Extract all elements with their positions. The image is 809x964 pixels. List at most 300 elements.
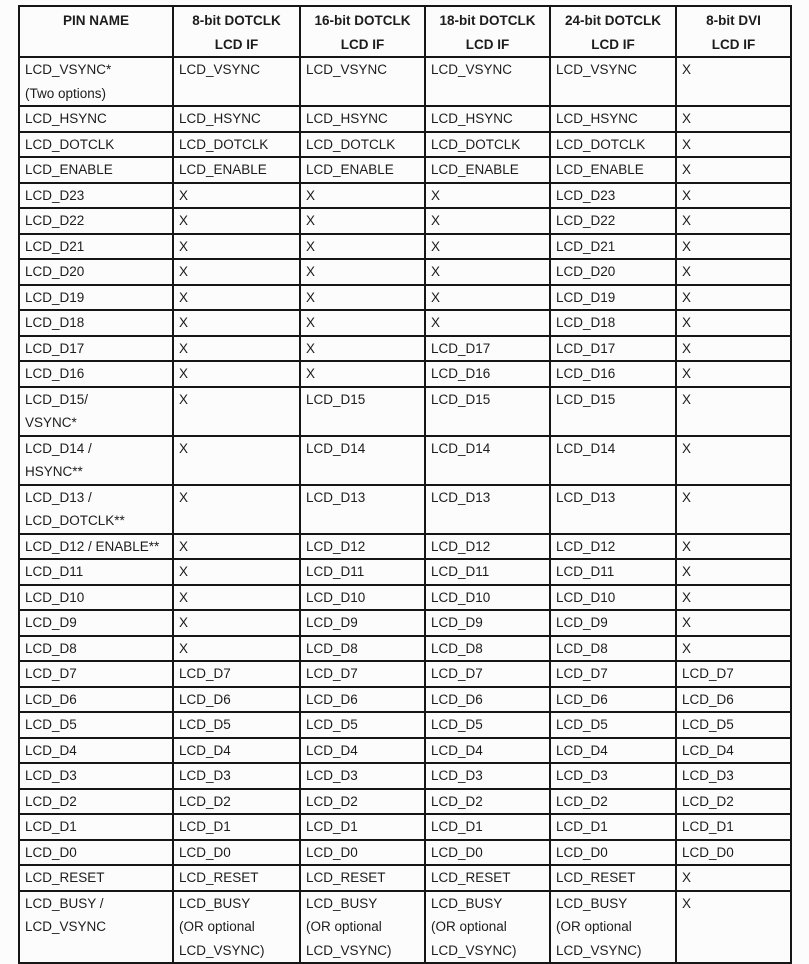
signal-text: LCD_D6 xyxy=(431,691,483,707)
signal-cell xyxy=(173,661,300,687)
signal-cell xyxy=(300,336,425,362)
pin-name-cell xyxy=(19,712,173,738)
signal-text: X xyxy=(682,538,692,554)
signal-text: X xyxy=(682,289,692,305)
signal-text: LCD_D12 xyxy=(431,538,491,554)
signal-cell xyxy=(425,310,550,336)
signal-cell xyxy=(425,106,550,132)
pin-name-text: HSYNC** xyxy=(25,464,83,479)
table-row xyxy=(19,687,791,713)
signal-text: X xyxy=(179,238,189,254)
signal-text: LCD_D10 xyxy=(431,589,491,605)
signal-cell xyxy=(676,738,791,764)
pin-name-text: LCD_DOTCLK xyxy=(25,136,115,152)
signal-text: LCD_D1 xyxy=(682,819,734,834)
signal-text: LCD_D8 xyxy=(431,640,483,656)
pin-name-cell xyxy=(19,738,173,764)
signal-cell xyxy=(300,661,425,687)
signal-cell xyxy=(300,234,425,260)
signal-text: X xyxy=(682,264,692,279)
signal-cell xyxy=(300,183,425,209)
header-cell xyxy=(550,6,676,57)
pin-name-text: LCD_D7 xyxy=(25,666,77,681)
signal-text: X xyxy=(179,589,189,605)
signal-cell xyxy=(300,763,425,789)
signal-cell xyxy=(173,712,300,738)
signal-cell xyxy=(550,559,676,585)
table-row xyxy=(19,387,791,436)
signal-cell xyxy=(173,208,300,234)
signal-text: LCD_D1 xyxy=(306,819,358,834)
signal-cell xyxy=(550,840,676,866)
signal-cell xyxy=(550,183,676,209)
signal-cell xyxy=(173,387,300,436)
signal-cell xyxy=(676,485,791,534)
pin-name-text: LCD_HSYNC xyxy=(25,111,107,126)
signal-cell xyxy=(173,310,300,336)
signal-cell xyxy=(676,208,791,234)
header-text: PIN NAME xyxy=(62,13,129,28)
signal-cell xyxy=(676,840,791,866)
signal-cell xyxy=(550,387,676,436)
table-row xyxy=(19,840,791,866)
signal-cell xyxy=(676,789,791,815)
signal-text: LCD_D3 xyxy=(179,768,231,783)
pin-name-text: LCD_D10 xyxy=(25,589,85,605)
signal-text: LCD_ENABLE xyxy=(179,162,267,177)
pin-name-cell xyxy=(19,285,173,311)
signal-cell xyxy=(425,132,550,158)
pin-name-text: (Two options) xyxy=(25,85,107,101)
signal-cell xyxy=(425,610,550,636)
pin-name-text: LCD_D15/ xyxy=(25,391,89,407)
signal-text: X xyxy=(179,264,189,279)
signal-text: LCD_D19 xyxy=(556,289,616,305)
signal-cell xyxy=(425,559,550,585)
table-row xyxy=(19,789,791,815)
signal-text: LCD_D14 xyxy=(306,440,366,456)
table-row xyxy=(19,436,791,485)
signal-cell xyxy=(173,840,300,866)
signal-cell xyxy=(425,208,550,234)
signal-cell xyxy=(550,157,676,183)
signal-text: LCD_D21 xyxy=(556,238,616,254)
signal-text: LCD_VSYNC) xyxy=(431,942,517,958)
pin-name-cell xyxy=(19,57,173,106)
signal-cell xyxy=(550,661,676,687)
signal-text: LCD_D2 xyxy=(682,793,734,809)
signal-cell xyxy=(173,814,300,840)
signal-text: LCD_D10 xyxy=(306,589,366,605)
signal-cell xyxy=(425,814,550,840)
signal-text: X xyxy=(306,238,316,254)
table-row xyxy=(19,157,791,183)
signal-text: X xyxy=(179,289,189,305)
signal-cell xyxy=(173,865,300,891)
signal-text: LCD_D8 xyxy=(306,640,358,656)
header-text: LCD IF xyxy=(214,36,259,52)
signal-cell xyxy=(425,661,550,687)
table-row xyxy=(19,891,791,964)
pin-name-cell xyxy=(19,485,173,534)
signal-text: X xyxy=(179,640,189,656)
signal-text: LCD_D0 xyxy=(556,844,608,860)
signal-text: X xyxy=(682,213,692,228)
pin-name-text: LCD_D17 xyxy=(25,340,85,356)
header-text: 16-bit DOTCLK xyxy=(314,13,411,28)
signal-cell xyxy=(300,559,425,585)
signal-text: LCD_VSYNC) xyxy=(179,942,265,958)
signal-text: LCD_DOTCLK xyxy=(556,136,646,152)
signal-text: LCD_D6 xyxy=(179,691,231,707)
signal-text: LCD_D14 xyxy=(556,440,616,456)
signal-cell xyxy=(173,183,300,209)
signal-text: X xyxy=(306,289,316,305)
signal-cell xyxy=(425,712,550,738)
signal-text: X xyxy=(306,264,316,279)
signal-cell xyxy=(550,208,676,234)
signal-text: X xyxy=(431,315,441,330)
signal-text: LCD_VSYNC xyxy=(179,62,261,77)
signal-text: LCD_D2 xyxy=(556,793,608,809)
table-row xyxy=(19,234,791,260)
pin-name-text: LCD_D6 xyxy=(25,691,77,707)
signal-cell xyxy=(300,865,425,891)
signal-text: LCD_D8 xyxy=(556,640,608,656)
signal-cell xyxy=(425,585,550,611)
signal-cell xyxy=(550,234,676,260)
signal-cell xyxy=(300,687,425,713)
signal-text: LCD_D9 xyxy=(556,615,608,630)
signal-text: LCD_VSYNC) xyxy=(556,942,642,958)
signal-cell xyxy=(425,763,550,789)
signal-cell xyxy=(676,534,791,560)
pin-name-text: LCD_D21 xyxy=(25,238,85,254)
signal-text: X xyxy=(682,238,692,254)
signal-text: X xyxy=(306,366,316,381)
pin-name-text: LCD_DOTCLK** xyxy=(25,513,125,528)
signal-cell xyxy=(676,183,791,209)
signal-text: X xyxy=(682,440,692,456)
signal-cell xyxy=(173,157,300,183)
signal-text: LCD_ENABLE xyxy=(556,162,644,177)
table-row xyxy=(19,585,791,611)
pin-name-cell xyxy=(19,259,173,285)
pin-name-cell xyxy=(19,534,173,560)
signal-text: (OR optional xyxy=(556,919,632,934)
signal-text: X xyxy=(682,187,692,203)
pin-name-text: LCD_D5 xyxy=(25,717,77,732)
table-row xyxy=(19,661,791,687)
table-row xyxy=(19,259,791,285)
signal-cell xyxy=(300,436,425,485)
signal-text: X xyxy=(682,895,692,911)
signal-text: (OR optional xyxy=(431,919,507,934)
table-row xyxy=(19,814,791,840)
signal-cell xyxy=(676,559,791,585)
signal-text: LCD_D16 xyxy=(431,366,491,381)
signal-cell xyxy=(676,814,791,840)
table-row xyxy=(19,208,791,234)
signal-cell xyxy=(550,687,676,713)
signal-text: LCD_D7 xyxy=(306,666,358,681)
signal-cell xyxy=(425,738,550,764)
signal-cell xyxy=(550,763,676,789)
header-text: LCD IF xyxy=(711,36,756,52)
signal-cell xyxy=(173,132,300,158)
pin-name-cell xyxy=(19,208,173,234)
pin-name-cell xyxy=(19,789,173,815)
signal-text: LCD_D4 xyxy=(556,742,608,758)
signal-cell xyxy=(550,361,676,387)
signal-cell xyxy=(676,610,791,636)
signal-text: LCD_RESET xyxy=(179,870,259,885)
signal-cell xyxy=(550,336,676,362)
header-cell xyxy=(19,6,173,57)
signal-cell xyxy=(676,436,791,485)
header-text: 8-bit DOTCLK xyxy=(192,13,281,28)
table-row xyxy=(19,865,791,891)
signal-text: LCD_D1 xyxy=(556,819,608,834)
signal-cell xyxy=(173,687,300,713)
signal-cell xyxy=(550,610,676,636)
pin-name-text: LCD_D12 / ENABLE** xyxy=(25,538,160,554)
signal-cell xyxy=(550,57,676,106)
signal-cell xyxy=(676,865,791,891)
signal-text: LCD_BUSY xyxy=(431,895,503,911)
signal-cell xyxy=(550,534,676,560)
pin-name-text: LCD_D19 xyxy=(25,289,85,305)
signal-cell xyxy=(300,636,425,662)
signal-text: LCD_D11 xyxy=(556,564,615,579)
signal-text: X xyxy=(179,315,189,330)
signal-cell xyxy=(300,585,425,611)
signal-text: LCD_D17 xyxy=(556,340,616,356)
signal-cell xyxy=(173,585,300,611)
signal-text: LCD_D23 xyxy=(556,187,616,203)
header-cell xyxy=(300,6,425,57)
table-row xyxy=(19,57,791,106)
pin-name-text: LCD_D8 xyxy=(25,640,77,656)
signal-text: LCD_D17 xyxy=(431,340,491,356)
pin-name-text: LCD_RESET xyxy=(25,870,105,885)
signal-cell xyxy=(300,387,425,436)
signal-text: LCD_D4 xyxy=(431,742,483,758)
signal-cell xyxy=(425,840,550,866)
signal-cell xyxy=(550,865,676,891)
signal-cell xyxy=(550,891,676,964)
pin-name-text: LCD_D2 xyxy=(25,793,77,809)
pin-name-cell xyxy=(19,763,173,789)
pin-name-cell xyxy=(19,132,173,158)
signal-cell xyxy=(173,485,300,534)
signal-text: LCD_D9 xyxy=(306,615,358,630)
signal-text: LCD_BUSY xyxy=(556,895,628,911)
pin-name-cell xyxy=(19,234,173,260)
signal-text: X xyxy=(179,615,189,630)
signal-cell xyxy=(676,763,791,789)
signal-text: LCD_D12 xyxy=(306,538,366,554)
signal-text: LCD_RESET xyxy=(431,870,511,885)
table-row xyxy=(19,485,791,534)
signal-text: LCD_D15 xyxy=(431,391,491,407)
signal-cell xyxy=(300,106,425,132)
pin-name-text: LCD_D18 xyxy=(25,315,85,330)
table-row xyxy=(19,559,791,585)
signal-text: LCD_D13 xyxy=(431,489,491,505)
table-row xyxy=(19,610,791,636)
signal-cell xyxy=(425,387,550,436)
signal-text: X xyxy=(179,391,189,407)
signal-cell xyxy=(550,285,676,311)
signal-cell xyxy=(676,891,791,964)
signal-text: LCD_D5 xyxy=(431,717,483,732)
signal-cell xyxy=(300,840,425,866)
signal-cell xyxy=(300,610,425,636)
pin-name-cell xyxy=(19,687,173,713)
signal-text: LCD_D11 xyxy=(431,564,490,579)
signal-text: LCD_ENABLE xyxy=(431,162,519,177)
pin-name-cell xyxy=(19,610,173,636)
pin-name-cell xyxy=(19,840,173,866)
signal-text: LCD_ENABLE xyxy=(306,162,394,177)
signal-cell xyxy=(425,789,550,815)
signal-text: X xyxy=(682,615,692,630)
signal-text: X xyxy=(179,213,189,228)
signal-text: LCD_RESET xyxy=(556,870,636,885)
signal-text: LCD_D15 xyxy=(306,391,366,407)
table-row xyxy=(19,636,791,662)
signal-text: LCD_D0 xyxy=(179,844,231,860)
pin-name-cell xyxy=(19,361,173,387)
signal-cell xyxy=(300,789,425,815)
lcd-pin-mapping-table xyxy=(18,5,792,964)
signal-cell xyxy=(173,763,300,789)
signal-cell xyxy=(676,285,791,311)
signal-cell xyxy=(676,661,791,687)
pin-name-cell xyxy=(19,814,173,840)
table-row xyxy=(19,712,791,738)
header-text: LCD IF xyxy=(465,36,510,52)
signal-text: X xyxy=(431,238,441,254)
signal-cell xyxy=(300,361,425,387)
signal-cell xyxy=(173,789,300,815)
signal-cell xyxy=(173,891,300,964)
signal-text: LCD_D5 xyxy=(682,717,734,732)
signal-text: X xyxy=(682,366,692,381)
pin-name-text: LCD_ENABLE xyxy=(25,162,113,177)
table-row xyxy=(19,183,791,209)
pin-name-text: LCD_D20 xyxy=(25,264,85,279)
signal-cell xyxy=(173,610,300,636)
signal-text: LCD_D7 xyxy=(179,666,231,681)
pin-name-text: LCD_D1 xyxy=(25,819,77,834)
signal-cell xyxy=(676,712,791,738)
signal-text: LCD_RESET xyxy=(306,870,386,885)
signal-cell xyxy=(676,585,791,611)
signal-text: LCD_VSYNC xyxy=(556,62,638,77)
signal-cell xyxy=(550,636,676,662)
signal-text: X xyxy=(431,213,441,228)
signal-cell xyxy=(676,106,791,132)
signal-text: LCD_D2 xyxy=(306,793,358,809)
pin-name-text: LCD_D23 xyxy=(25,187,85,203)
signal-cell xyxy=(425,636,550,662)
table-row xyxy=(19,361,791,387)
pin-name-cell xyxy=(19,891,173,964)
header-text: 8-bit DVI xyxy=(706,13,761,28)
signal-cell xyxy=(425,183,550,209)
signal-cell xyxy=(173,234,300,260)
header-cell xyxy=(173,6,300,57)
signal-text: LCD_VSYNC xyxy=(306,62,388,77)
signal-text: X xyxy=(179,187,189,203)
signal-cell xyxy=(676,259,791,285)
signal-cell xyxy=(550,106,676,132)
header-text: 24-bit DOTCLK xyxy=(565,13,661,28)
table-row xyxy=(19,763,791,789)
pin-name-cell xyxy=(19,636,173,662)
pin-name-text: LCD_D0 xyxy=(25,844,77,860)
signal-cell xyxy=(550,814,676,840)
signal-cell xyxy=(173,336,300,362)
signal-cell xyxy=(425,157,550,183)
header-cell xyxy=(676,6,791,57)
signal-text: X xyxy=(682,162,692,177)
pin-name-text: LCD_D22 xyxy=(25,213,85,228)
signal-text: LCD_D7 xyxy=(556,666,608,681)
signal-cell xyxy=(425,336,550,362)
pin-name-text: LCD_VSYNC xyxy=(25,919,107,934)
signal-cell xyxy=(676,157,791,183)
signal-text: LCD_D22 xyxy=(556,213,616,228)
pin-name-text: LCD_D14 / xyxy=(25,440,92,456)
signal-cell xyxy=(550,585,676,611)
pin-name-cell xyxy=(19,865,173,891)
signal-text: LCD_VSYNC) xyxy=(306,942,392,958)
signal-text: LCD_D13 xyxy=(556,489,616,505)
pin-name-text: LCD_D13 / xyxy=(25,489,92,505)
signal-text: LCD_D16 xyxy=(556,366,616,381)
signal-text: LCD_BUSY xyxy=(306,895,378,911)
signal-text: X xyxy=(306,187,316,203)
signal-cell xyxy=(173,738,300,764)
signal-cell xyxy=(550,310,676,336)
signal-text: X xyxy=(306,340,316,356)
pin-name-text: LCD_D9 xyxy=(25,615,77,630)
pin-name-text: LCD_D4 xyxy=(25,742,77,758)
signal-cell xyxy=(300,285,425,311)
signal-text: LCD_D6 xyxy=(556,691,608,707)
header-text: LCD IF xyxy=(591,36,635,52)
signal-text: LCD_D7 xyxy=(431,666,483,681)
signal-text: X xyxy=(682,589,692,605)
signal-text: LCD_D20 xyxy=(556,264,616,279)
signal-text: LCD_D7 xyxy=(682,666,734,681)
header-cell xyxy=(425,6,550,57)
signal-cell xyxy=(676,336,791,362)
signal-cell xyxy=(173,57,300,106)
pin-name-cell xyxy=(19,387,173,436)
signal-cell xyxy=(676,234,791,260)
signal-cell xyxy=(173,559,300,585)
signal-text: LCD_D1 xyxy=(431,819,483,834)
signal-cell xyxy=(676,57,791,106)
signal-text: LCD_D0 xyxy=(431,844,483,860)
pin-name-text: LCD_VSYNC* xyxy=(25,62,112,77)
signal-cell xyxy=(300,891,425,964)
signal-cell xyxy=(300,534,425,560)
